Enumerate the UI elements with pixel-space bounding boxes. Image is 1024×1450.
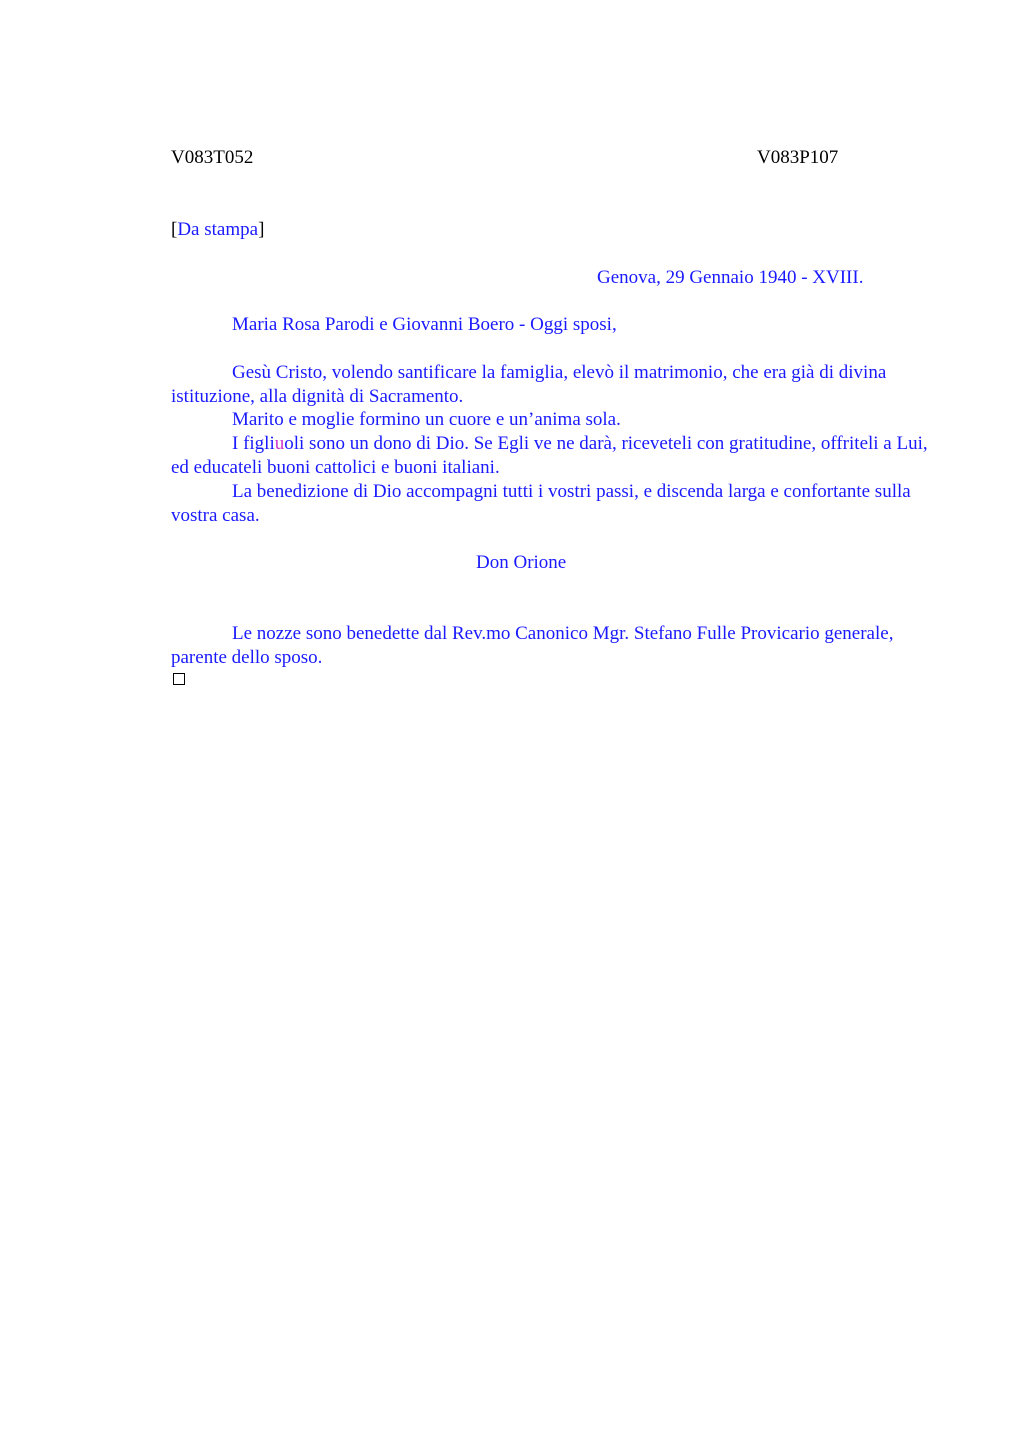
source-note	[171, 218, 264, 242]
body-paragraph-4: La benedizione di Dio accompagni tutti i vostri passi, e discenda larga e confortante sulla vostra casa.	[171, 481, 911, 526]
body-paragraph-2: Marito e moglie formino un cuore e un’anima sola.	[232, 409, 621, 430]
body-paragraph-1: Gesù Cristo, volendo santificare la famiglia, elevò il matrimonio, che era già di divina istituzione, alla dignità di Sacramento.	[171, 362, 887, 407]
closing-note: Le nozze sono benedette dal Rev.mo Canonico Mgr. Stefano Fulle Provicario generale, parente dello sposo.	[171, 623, 894, 668]
source-note-open-bracket: [	[171, 219, 178, 240]
para-3-highlight: u	[274, 433, 285, 454]
para-3-before: I figli	[232, 433, 275, 454]
source-note-close-bracket: ]	[258, 219, 265, 240]
salutation: Maria Rosa Parodi e Giovanni Boero - Oggi sposi,	[232, 314, 617, 335]
document-code-left: V083T052	[171, 147, 254, 168]
date-line: Genova, 29 Gennaio 1940 - XVIII.	[597, 267, 864, 288]
signature: Don Orione	[476, 552, 567, 573]
end-mark-box-icon	[173, 673, 185, 685]
document-code-right: V083P107	[757, 147, 839, 168]
para-3-after: oli sono un dono di Dio. Se Egli ve ne darà, riceveteli con gratitudine, offriteli a Lui, ed educateli buoni cattolici e buoni italiani.	[171, 433, 928, 478]
body-paragraph-3	[171, 432, 931, 480]
source-note-text: Da stampa	[177, 219, 259, 240]
